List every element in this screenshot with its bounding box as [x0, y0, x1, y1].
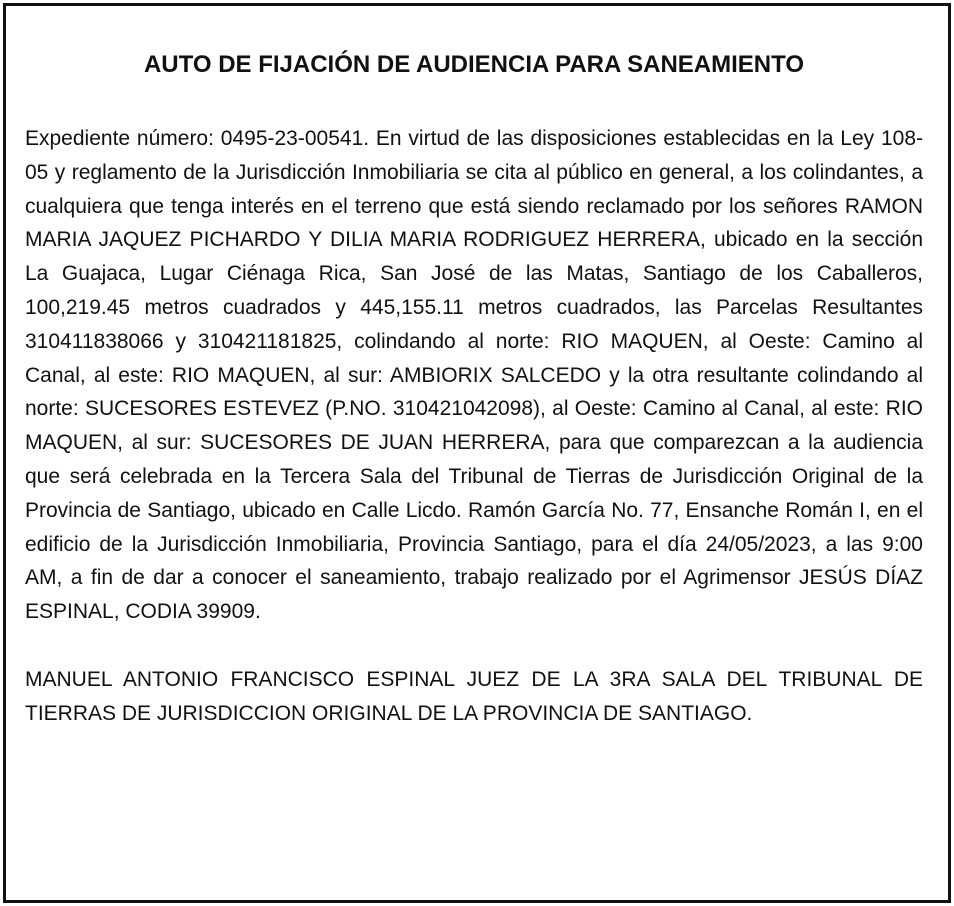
notice-body: Expediente número: 0495-23-00541. En virtud de las disposiciones establecidas en la Ley 108-05 y reglamento de la Jurisdicción Inmobiliaria se cita al público en general, a los colindantes, a cualquiera que tenga interés en el terreno que está siendo reclamado por los señores RAMON MARIA JAQUEZ PICHARDO Y DILIA MARIA RODRIGUEZ HERRERA, ubicado en la sección La Guajaca, Lugar Ciénaga Rica, San José de las Matas, Santiago de los Caballeros, 100,219.45 metros cuadrados y 445,155.11 metros cuadrados, las Parcelas Resultantes 310411838066 y 310421181825, colindando al norte: RIO MAQUEN, al Oeste: Camino al Canal, al este: RIO MAQUEN, al sur: AMBIORIX SALCEDO y la otra resultante colindando al norte: SUCESORES ESTEVEZ (P.NO. 310421042098), al Oeste: Camino al Canal, al este: RIO MAQUEN, al sur: SUCESORES DE JUAN HERRERA, para que comparezcan a la audiencia que será celebrada en la Tercera Sala del Tribunal de Tierras de Jurisdicción Original de la Provincia de Santiago, ubicado en Calle Licdo. Ramón García No. 77, Ensanche Román I, en el edificio de la Jurisdicción Inmobiliaria, Provincia Santiago, para el día 24/05/2023, a las 9:00 AM, a fin de dar a conocer el saneamiento, trabajo realizado por el Agrimensor JESÚS DÍAZ ESPINAL, CODIA 39909.	[25, 127, 923, 624]
notice-signature: MANUEL ANTONIO FRANCISCO ESPINAL JUEZ DE LA 3RA SALA DEL TRIBUNAL DE TIERRAS DE JURISDICCION ORIGINAL DE LA PROVINCIA DE SANTIAGO.	[25, 667, 923, 725]
notice-title: AUTO DE FIJACIÓN DE AUDIENCIA PARA SANEAMIENTO	[143, 51, 805, 78]
legal-notice	[3, 3, 951, 903]
